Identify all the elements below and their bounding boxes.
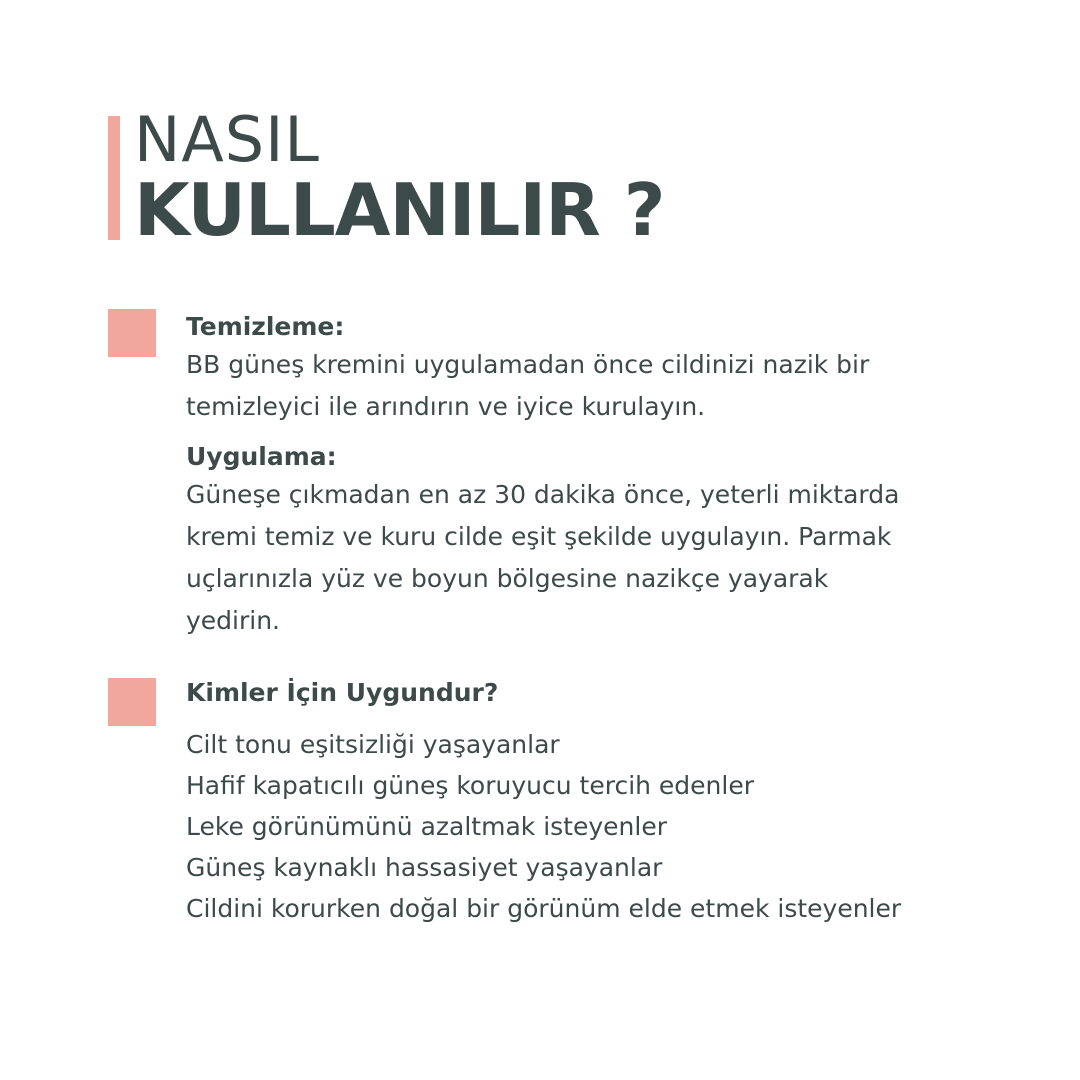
section-heading: Kimler İçin Uygundur? <box>186 678 499 707</box>
paragraph-line: uçlarınızla yüz ve boyun bölgesine nazikçe yayarak <box>186 564 829 593</box>
paragraph-line: temizleyici ile arındırın ve iyice kurulayın. <box>186 392 706 421</box>
title-accent-bar <box>108 116 120 240</box>
list-item: Cildini korurken doğal bir görünüm elde etmek isteyenler <box>186 894 902 923</box>
list-item: Hafif kapatıcılı güneş koruyucu tercih edenler <box>186 771 755 800</box>
section-application <box>186 440 966 642</box>
paragraph-line: yedirin. <box>186 606 281 635</box>
paragraph-line: kremi temiz ve kuru cilde eşit şekilde uygulayın. Parmak <box>186 522 892 551</box>
list-item: Cilt tonu eşitsizliği yaşayanlar <box>186 730 560 759</box>
paragraph-line: Güneşe çıkmadan en az 30 dakika önce, yeterli miktarda <box>186 480 900 509</box>
paragraph-line: BB güneş kremini uygulamadan önce cildinizi nazik bir <box>186 350 870 379</box>
section-heading: Uygulama: <box>186 442 337 471</box>
section-heading: Temizleme: <box>186 312 345 341</box>
list-item: Güneş kaynaklı hassasiyet yaşayanlar <box>186 853 663 882</box>
section-suitability <box>186 676 966 710</box>
section-marker-square <box>108 309 156 357</box>
suitability-list <box>186 724 901 929</box>
page-title-line-2: KULLANILIR ? <box>134 168 665 252</box>
page-title-line-1: NASIL <box>134 103 320 176</box>
list-item: Leke görünümünü azaltmak isteyenler <box>186 812 667 841</box>
section-cleansing <box>186 310 966 428</box>
section-marker-square <box>108 678 156 726</box>
